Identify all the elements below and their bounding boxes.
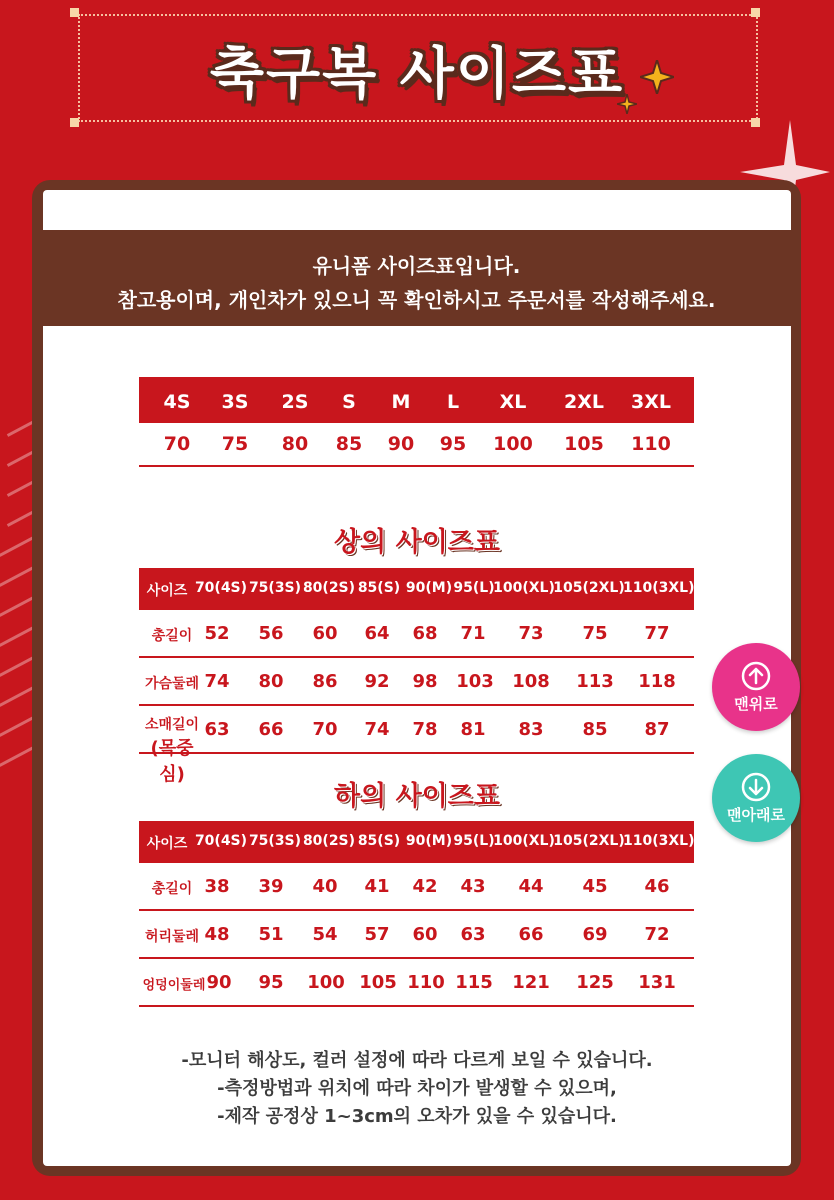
scroll-to-top-label: 맨위로: [734, 694, 778, 713]
table-cell: 70: [312, 719, 338, 740]
size-number: 100: [493, 433, 533, 455]
table-cell: 131: [638, 972, 676, 993]
bottom-table-header: [139, 821, 694, 863]
column-header: 70(4S): [194, 580, 248, 596]
arrow-down-icon: [741, 772, 771, 802]
table-cell: 60: [312, 623, 338, 644]
table-cell: 48: [204, 924, 230, 945]
sparkle-icon: [640, 60, 674, 94]
column-header: 105(2XL): [553, 580, 625, 596]
size-label: 3S: [221, 391, 249, 413]
size-label: 4S: [163, 391, 191, 413]
table-cell: 83: [518, 719, 544, 740]
table-cell: 92: [364, 671, 390, 692]
table-cell: 42: [412, 876, 438, 897]
column-header: 90(M): [405, 580, 453, 596]
size-number: 95: [439, 433, 467, 455]
column-header: 70(4S): [194, 833, 248, 849]
table-cell: 72: [644, 924, 670, 945]
column-header: 80(2S): [302, 580, 356, 596]
column-header: 90(M): [405, 833, 453, 849]
column-header: 110(3XL): [623, 833, 695, 849]
table-cell: 125: [576, 972, 614, 993]
table-cell: 38: [204, 876, 230, 897]
row-label: 허리둘레: [144, 929, 200, 945]
column-header: 75(3S): [248, 580, 302, 596]
row-label: 소매길이: [144, 717, 200, 733]
table-cell: 103: [456, 671, 494, 692]
table-cell: 39: [258, 876, 284, 897]
frame-corner-dot: [751, 118, 760, 127]
table-cell: 118: [638, 671, 676, 692]
size-label: L: [446, 391, 460, 413]
size-number: 75: [221, 433, 249, 455]
top-table-header: [139, 568, 694, 610]
table-row: [139, 911, 694, 959]
size-label: 2S: [281, 391, 309, 413]
bottom-size-table: [139, 821, 694, 1007]
column-header: 100(XL): [493, 580, 555, 596]
sparkle-icon: [617, 94, 637, 114]
table-cell: 75: [582, 623, 608, 644]
table-row: [139, 959, 694, 1007]
table-cell: 46: [644, 876, 670, 897]
table-row: [139, 863, 694, 911]
column-header: 95(L): [453, 833, 495, 849]
table-cell: 85: [582, 719, 608, 740]
table-cell: 121: [512, 972, 550, 993]
table-cell: 51: [258, 924, 284, 945]
table-row: [139, 658, 694, 706]
notice-line-2: 참고용이며, 개인차가 있으니 꼭 확인하시고 주문서를 작성해주세요.: [117, 288, 716, 312]
column-header: 85(S): [357, 580, 401, 596]
column-header: 95(L): [453, 580, 495, 596]
size-label: M: [391, 391, 411, 413]
size-map-row: [139, 423, 694, 467]
column-header: 85(S): [357, 833, 401, 849]
column-header: 105(2XL): [553, 833, 625, 849]
column-header: 80(2S): [302, 833, 356, 849]
table-cell: 60: [412, 924, 438, 945]
table-cell: 100: [307, 972, 345, 993]
row-label: 엉덩이둘레: [142, 978, 206, 993]
size-label: 2XL: [564, 391, 604, 413]
table-cell: 52: [204, 623, 230, 644]
table-cell: 40: [312, 876, 338, 897]
size-label: XL: [499, 391, 527, 413]
footnote-line: -모니터 해상도, 컬러 설정에 따라 다르게 보일 수 있습니다.: [181, 1050, 653, 1071]
table-cell: 64: [364, 623, 390, 644]
table-cell: 57: [364, 924, 390, 945]
row-label: 총길이: [151, 881, 193, 897]
table-cell: 115: [455, 972, 493, 993]
table-cell: 74: [364, 719, 390, 740]
table-cell: 81: [460, 719, 486, 740]
frame-corner-dot: [751, 8, 760, 17]
table-row: [139, 610, 694, 658]
table-cell: 68: [412, 623, 438, 644]
footnote-line: -측정방법과 위치에 따라 차이가 발생할 수 있으며,: [217, 1078, 617, 1099]
table-cell: 43: [460, 876, 486, 897]
table-cell: 56: [258, 623, 284, 644]
size-label: S: [342, 391, 356, 413]
table-cell: 98: [412, 671, 438, 692]
table-cell: 63: [460, 924, 486, 945]
notice-banner: [32, 230, 801, 326]
header-label: 사이즈: [146, 836, 188, 852]
table-cell: 54: [312, 924, 338, 945]
table-cell: 44: [518, 876, 544, 897]
table-cell: 95: [258, 972, 284, 993]
row-label: 총길이: [151, 628, 193, 644]
bottom-table-title: 하의 사이즈표: [334, 781, 500, 812]
table-cell: 110: [407, 972, 445, 993]
header-label: 사이즈: [146, 583, 188, 599]
frame-corner-dot: [70, 118, 79, 127]
table-cell: 113: [576, 671, 614, 692]
arrow-up-icon: [741, 661, 771, 691]
table-cell: 73: [518, 623, 544, 644]
table-cell: 71: [460, 623, 486, 644]
table-cell: 108: [512, 671, 550, 692]
top-table-title: 상의 사이즈표: [334, 527, 500, 558]
table-cell: 80: [258, 671, 284, 692]
table-cell: 63: [204, 719, 230, 740]
footnote-line: -제작 공정상 1~3cm의 오차가 있을 수 있습니다.: [217, 1106, 617, 1127]
size-number: 80: [281, 433, 309, 455]
size-map-header: [139, 377, 694, 423]
size-number: 90: [387, 433, 415, 455]
table-cell: 45: [582, 876, 608, 897]
size-number: 105: [564, 433, 604, 455]
size-label: 3XL: [631, 391, 671, 413]
column-header: 100(XL): [493, 833, 555, 849]
column-header: 110(3XL): [623, 580, 695, 596]
column-header: 75(3S): [248, 833, 302, 849]
table-cell: 41: [364, 876, 390, 897]
table-cell: 74: [204, 671, 230, 692]
scroll-to-bottom-button[interactable]: [712, 754, 800, 842]
table-cell: 77: [644, 623, 670, 644]
top-size-table: [139, 568, 695, 785]
page-title: 축구복 사이즈표: [209, 42, 625, 107]
row-sub-label: (목중심): [150, 738, 194, 785]
scroll-to-bottom-label: 맨아래로: [727, 805, 785, 824]
table-cell: 66: [258, 719, 284, 740]
frame-corner-dot: [70, 8, 79, 17]
table-cell: 66: [518, 924, 544, 945]
size-number: 70: [163, 433, 191, 455]
table-row: [139, 706, 694, 785]
row-label: 가슴둘레: [144, 676, 200, 692]
notice-line-1: 유니폼 사이즈표입니다.: [312, 254, 521, 278]
table-cell: 87: [644, 719, 670, 740]
table-cell: 69: [582, 924, 608, 945]
size-number: 110: [631, 433, 671, 455]
table-cell: 105: [359, 972, 397, 993]
table-cell: 86: [312, 671, 338, 692]
table-cell: 90: [206, 972, 232, 993]
table-cell: 78: [412, 719, 438, 740]
scroll-to-top-button[interactable]: [712, 643, 800, 731]
size-number: 85: [335, 433, 363, 455]
